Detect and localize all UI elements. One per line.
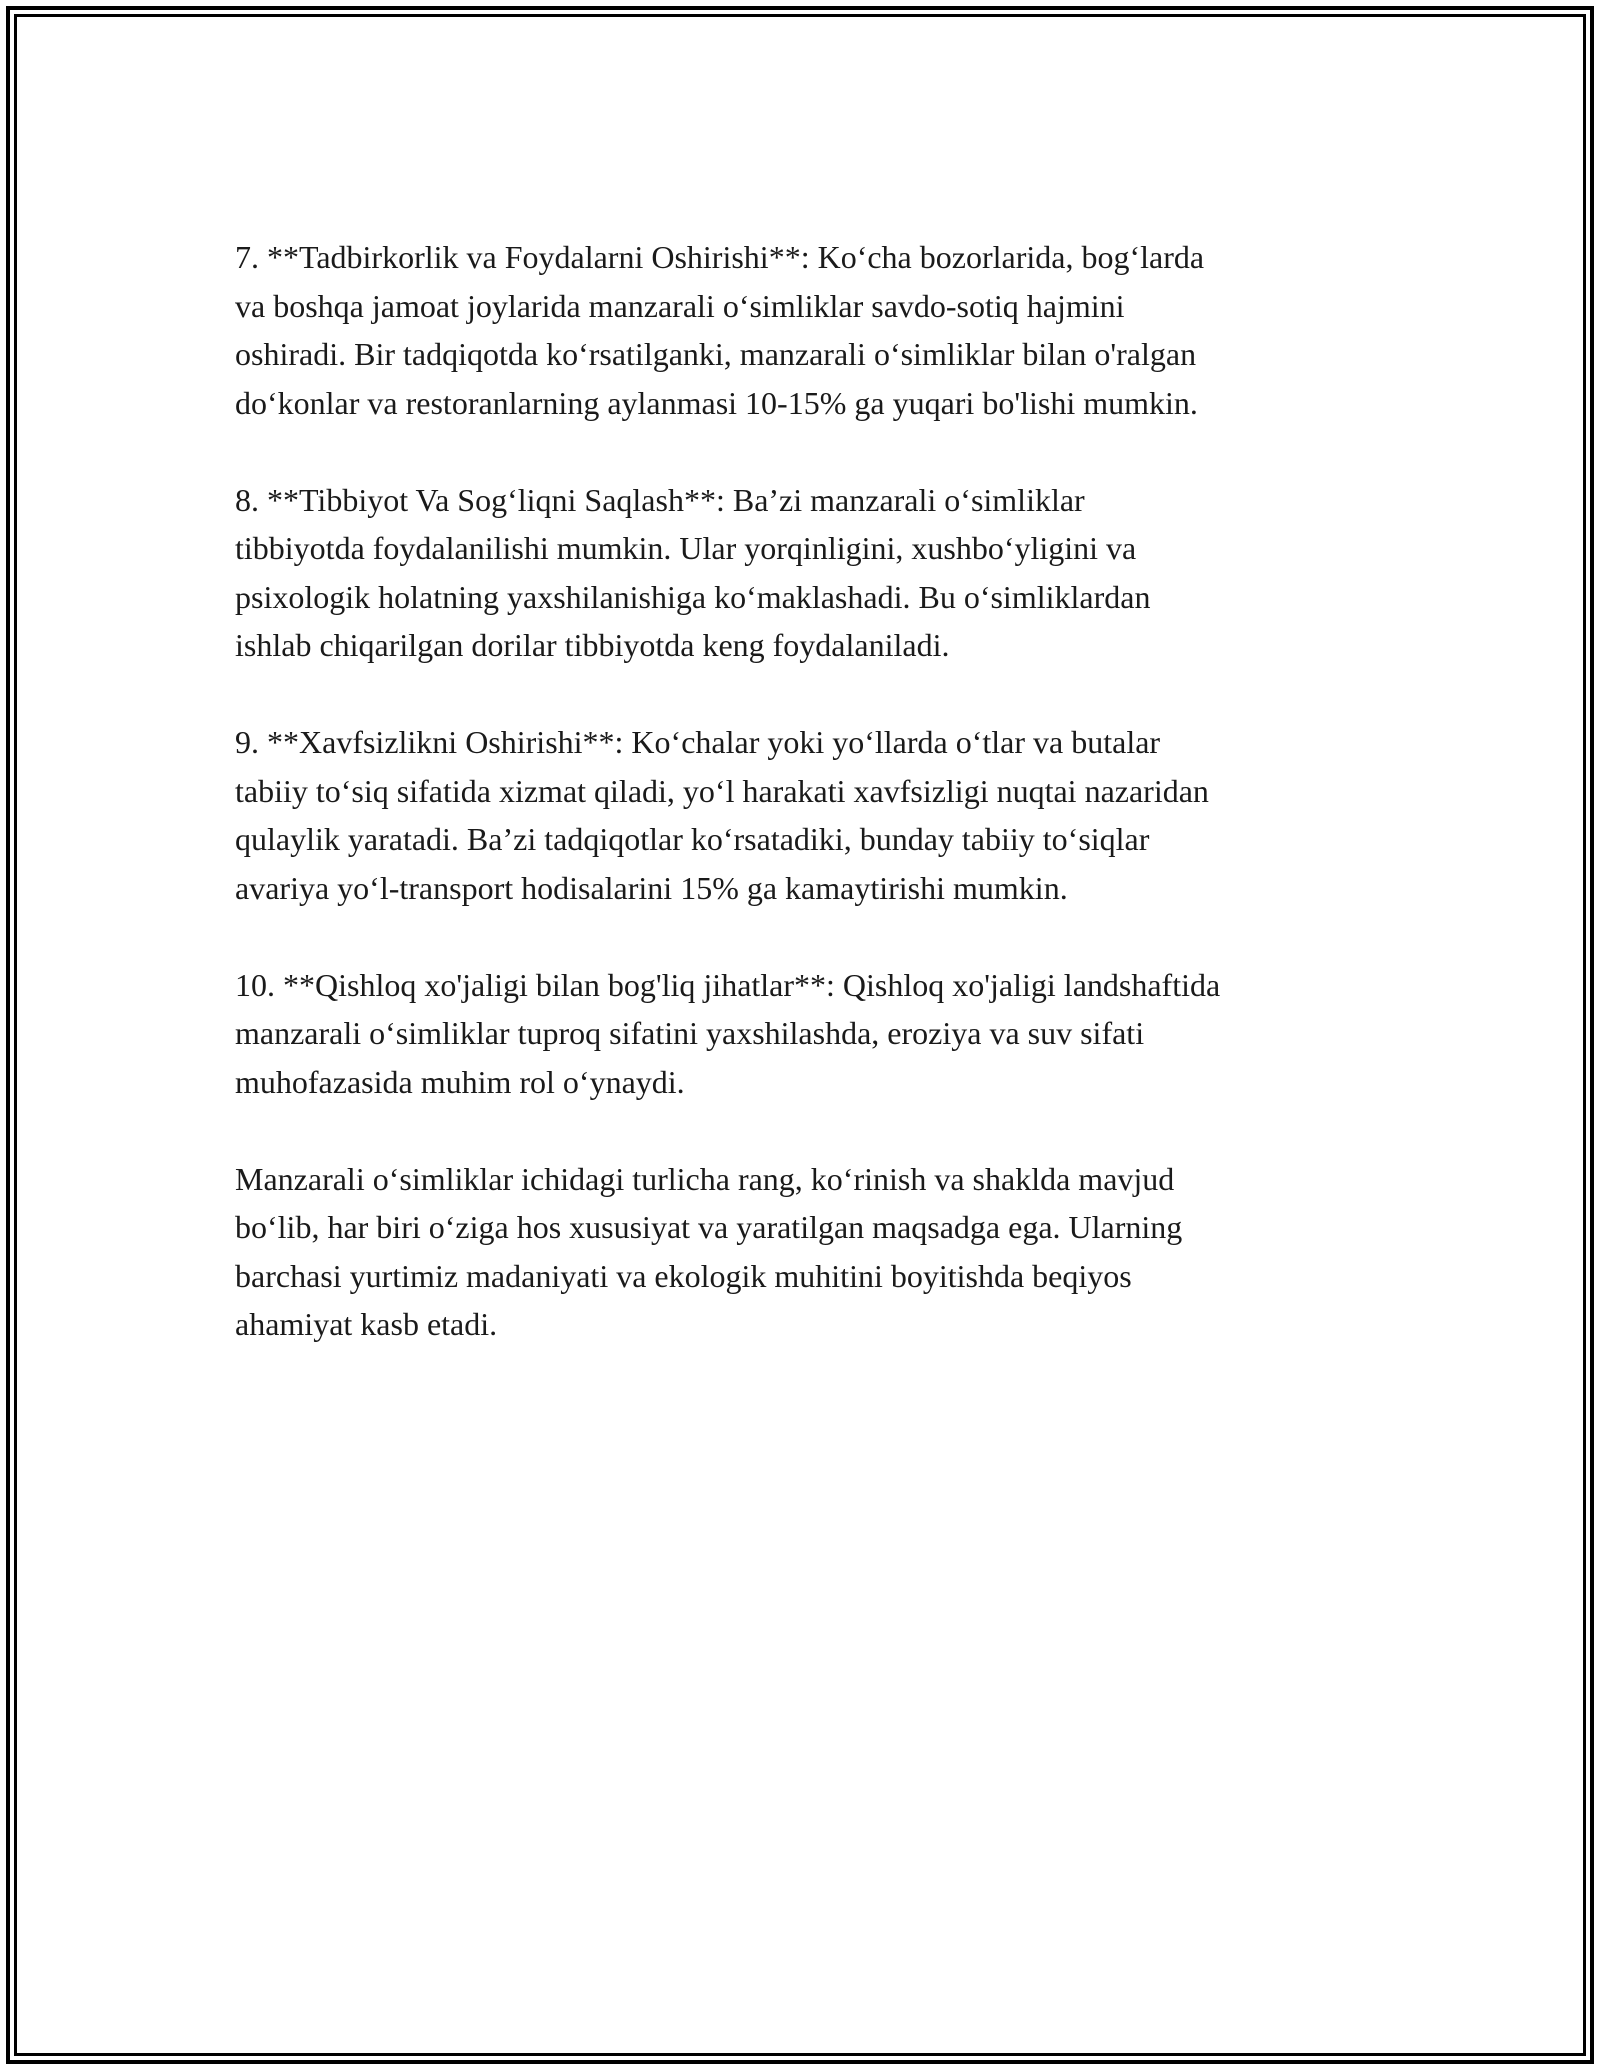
text-line: manzarali o‘simliklar tuproq sifatini yaxshilashda, eroziya va suv sifati (235, 1015, 1145, 1051)
text-line: 7. **Tadbirkorlik va Foydalarni Oshirishi**: Ko‘cha bozorlarida, bog‘larda (235, 239, 1205, 275)
text-line: 10. **Qishloq xo'jaligi bilan bog'liq jihatlar**: Qishloq xo'jaligi landshaftida (235, 966, 1221, 1003)
text-line: oshiradi. Bir tadqiqotda ko‘rsatilganki, manzarali o‘simliklar bilan o'ralgan (235, 336, 1197, 372)
paragraph-item-9 (235, 718, 1380, 912)
text-line: barchasi yurtimiz madaniyati va ekologik muhitini boyitishda beqiyos (235, 1257, 1132, 1294)
text-line: ahamiyat kasb etadi. (235, 1306, 498, 1342)
text-line: do‘konlar va restoranlarning aylanmasi 10-15% ga yuqari bo'lishi mumkin. (235, 384, 1198, 421)
text-line: 9. **Xavfsizlikni Oshirishi**: Ko‘chalar yoki yo‘llarda o‘tlar va butalar (235, 724, 1161, 760)
text-line: bo‘lib, har biri o‘ziga hos xususiyat va yaratilgan maqsadga ega. Ularning (235, 1209, 1183, 1245)
text-line: Manzarali o‘simliklar ichidagi turlicha rang, ko‘rinish va shaklda mavjud (235, 1160, 1175, 1197)
text-line: va boshqa jamoat joylarida manzarali o‘simliklar savdo-sotiq hajmini (235, 287, 1125, 324)
text-line: qulaylik yaratadi. Ba’zi tadqiqotlar ko‘rsatadiki, bunday tabiiy to‘siqlar (235, 821, 1150, 857)
text-line: ishlab chiqarilgan dorilar tibbiyotda keng foydalaniladi. (235, 627, 950, 663)
text-line: 8. **Tibbiyot Va Sog‘liqni Saqlash**: Ba’zi manzarali o‘simliklar (235, 481, 1085, 518)
text-line: muhofazasida muhim rol o‘ynaydi. (235, 1063, 685, 1100)
document-body (235, 233, 1380, 1397)
paragraph-conclusion (235, 1155, 1380, 1349)
paragraph-item-8 (235, 476, 1380, 670)
text-line: avariya yo‘l-transport hodisalarini 15% ga kamaytirishi mumkin. (235, 869, 1068, 906)
paragraph-item-10 (235, 961, 1380, 1107)
paragraph-item-7 (235, 233, 1380, 427)
text-line: tabiiy to‘siq sifatida xizmat qiladi, yo‘l harakati xavfsizligi nuqtai nazaridan (235, 772, 1209, 809)
text-line: psixologik holatning yaxshilanishiga ko‘maklashadi. Bu o‘simliklardan (235, 578, 1151, 615)
text-line: tibbiyotda foydalanilishi mumkin. Ular yorqinligini, xushbo‘yligini va (235, 530, 1137, 566)
